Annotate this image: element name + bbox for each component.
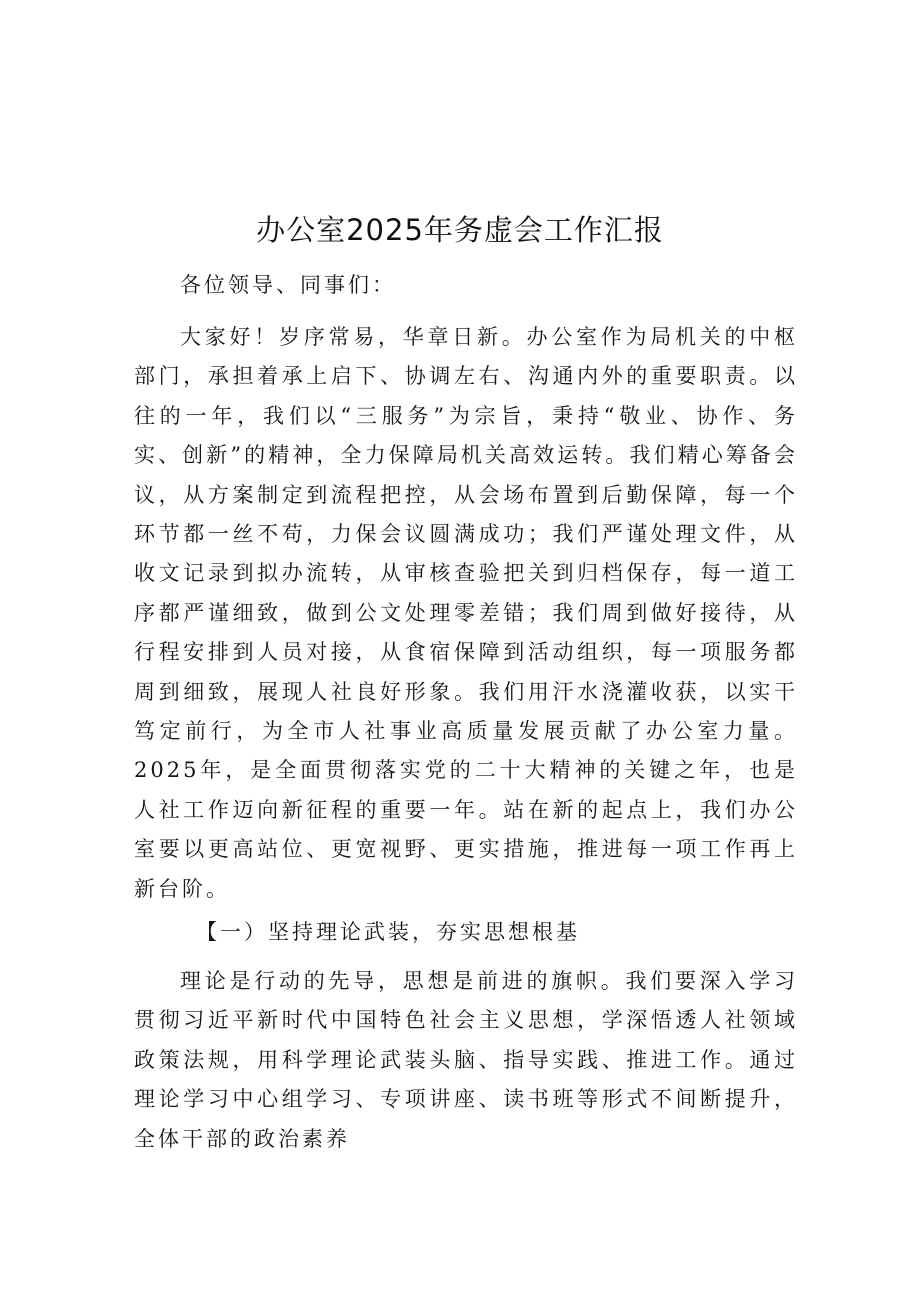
paragraph-intro: 大家好！岁序常易，华章日新。办公室作为局机关的中枢部门，承担着承上启下、协调左右、沟通内外的重要职责。以往的一年，我们以“三服务”为宗旨，秉持“敬业、协作、务实、创新”的精神，全力保障局机关高效运转。我们精心筹备会议，从方案制定到流程把控，从会场布置到后勤保障，每一个环节都一丝不苟，力保会议圆满成功；我们严谨处理文件，从收文记录到拟办流转，从审核查验把关到归档保存，每一道工序都严谨细致，做到公文处理零差错；我们周到做好接待，从行程安排到人员对接，从食宿保障到活动组织，每一项服务都周到细致，展现人社良好形象。我们用汗水浇灌收获，以实干笃定前行，为全市人社事业高质量发展贡献了办公室力量。2025年，是全面贯彻落实党的二十大精神的关键之年，也是人社工作迈向新征程的重要一年。站在新的起点上，我们办公室要以更高站位、更宽视野、更实措施，推进每一项工作再上新台阶。 [134, 325, 798, 901]
section-heading-1: 【一）坚持理论武装，夯实思想根基 [196, 920, 580, 944]
paragraph-theory: 理论是行动的先导，思想是前进的旗帜。我们要深入学习贯彻习近平新时代中国特色社会主义思想，学深悟透人社领域政策法规，用科学理论武装头脑、指导实践、推进工作。通过理论学习中心组学习、专项讲座、读书班等形式不间断提升，全体干部的政治素养 [134, 969, 798, 1151]
document-title: 办公室2025年务虚会工作汇报 [256, 213, 664, 247]
greeting-line: 各位领导、同事们： [180, 273, 396, 297]
